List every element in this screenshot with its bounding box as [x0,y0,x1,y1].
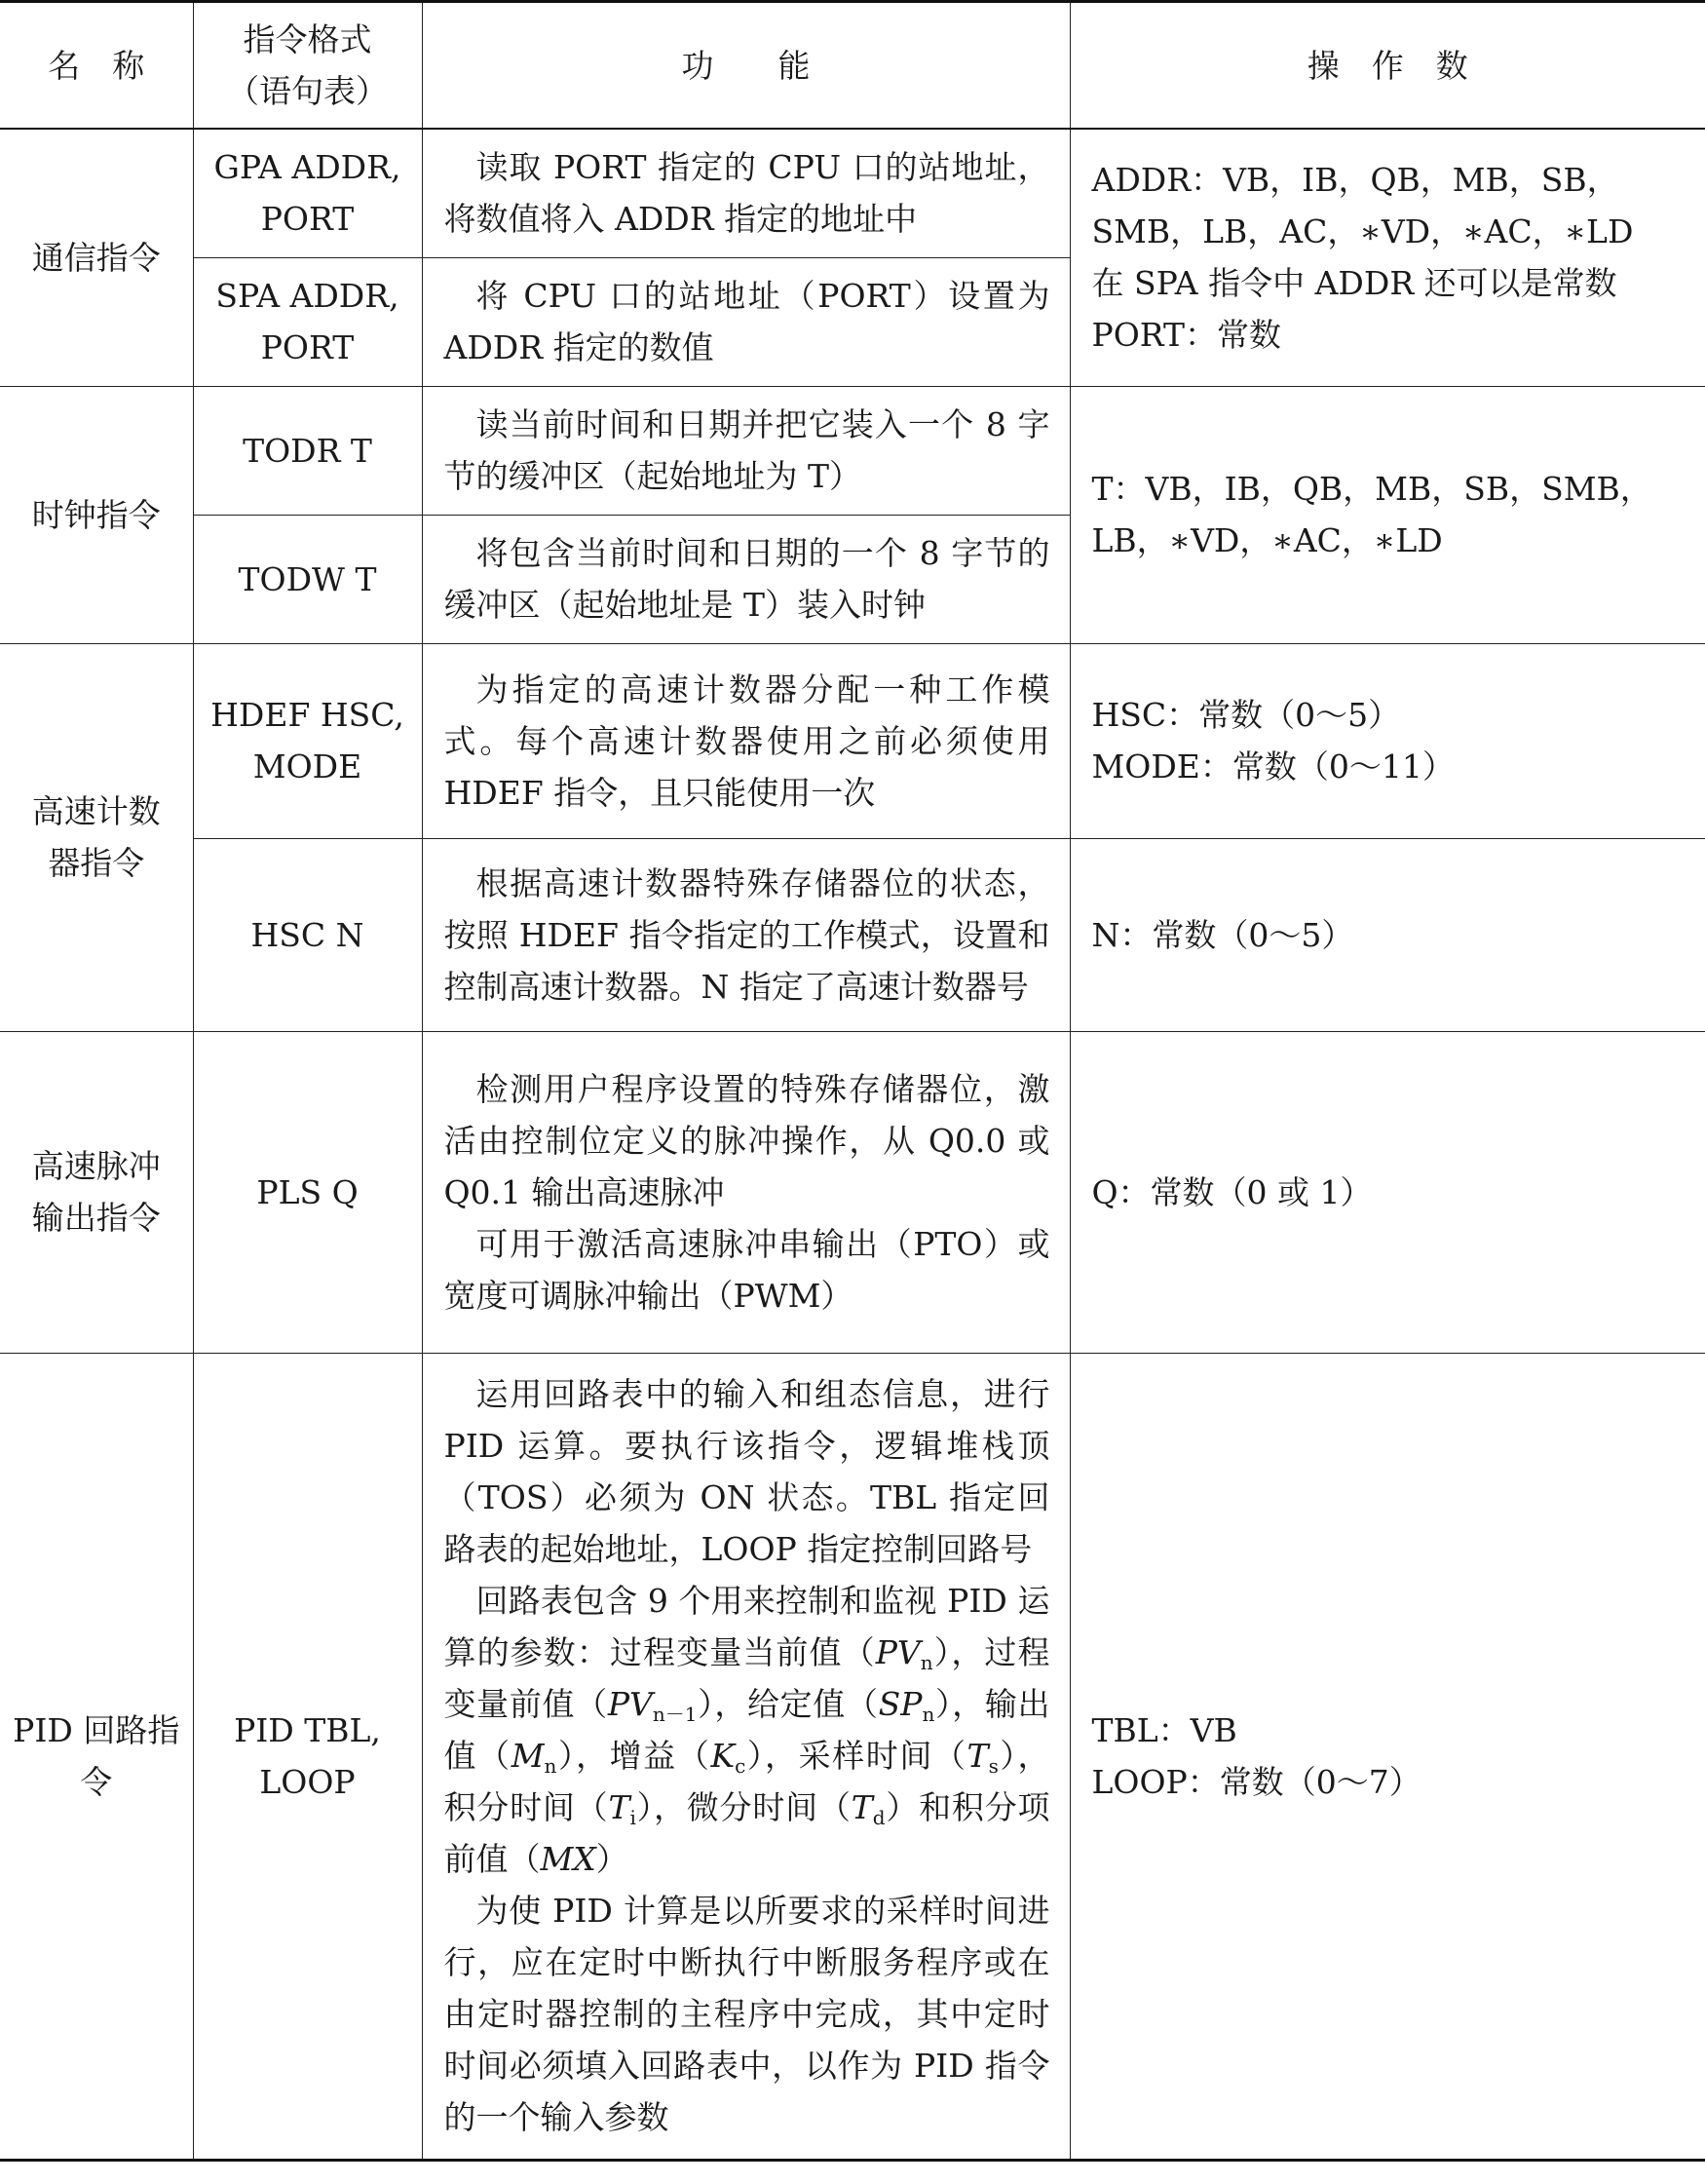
function-cell [422,1031,1070,1353]
function-text: 为指定的高速计数器分配一种工作模式。每个高速计数器使用之前必须使用 HDEF 指令，且只能使用一次 [443,670,1050,812]
sub-s: s [988,1754,999,1778]
text-run: ），过程变量前值（ [443,1633,1050,1723]
function-cell [422,257,1070,386]
operand-line: TBL：VB [1091,1710,1237,1749]
function-text [444,1575,1050,1885]
group-name-line1: 高速脉冲 [31,1147,161,1185]
function-text: 运用回路表中的输入和组态信息，进行 PID 运算。要执行该指令，逻辑堆栈顶（TOS）必须为 ON 状态。TBL 指定回路表的起始地址，LOOP 指定控制回路号 [443,1375,1050,1568]
syntax-cell: HSC N [193,838,422,1031]
text-run: ） [595,1840,628,1878]
function-text: 根据高速计数器特殊存储器位的状态，按照 HDEF 指令指定的工作模式，设置和控制高速计数器。N 指定了高速计数器号 [443,863,1050,1006]
group-name: 时钟指令 [0,386,193,643]
group-name-line1: 高速计数 [31,792,161,830]
syntax-line: HDEF HSC, [210,696,404,734]
syntax-cell [193,129,422,257]
syntax-cell [193,1353,422,2160]
sub-i: i [629,1806,636,1829]
function-cell [422,515,1070,643]
var-ti: T [608,1788,630,1826]
table-row [0,386,1705,515]
operands-cell [1070,1353,1705,2160]
syntax-line: LOOP [259,1762,356,1801]
syntax-cell: TODR T [193,386,422,515]
sub-n-1: n－1 [652,1703,698,1726]
header-name: 名 称 [0,2,193,130]
header-function: 功 能 [422,2,1070,130]
text-run: ），采样时间（ [745,1737,967,1775]
function-text: 检测用户程序设置的特殊存储器位，激活由控制位定义的脉冲操作，从 Q0.0 或 Q0.1 输出高速脉冲 [443,1069,1050,1211]
syntax-line: PORT [260,328,355,366]
function-text: 将包含当前时间和日期的一个 8 字节的缓冲区（起始地址是 T）装入时钟 [443,534,1050,624]
var-k: K [710,1737,736,1775]
group-name [0,1031,193,1353]
syntax-cell [193,257,422,386]
text-run: 回路表包含 9 个用来控制和监视 PID 运算的参数：过程变量当前值（ [443,1582,1050,1671]
operand-line: MODE：常数（0～11） [1091,747,1455,785]
sub-d: d [872,1806,886,1829]
syntax-line: PORT [260,200,355,239]
operands-cell [1070,643,1705,838]
var-pv: PV [875,1633,921,1671]
table-row [0,1353,1705,2160]
sub-c: c [735,1754,746,1778]
function-text: 读当前时间和日期并把它装入一个 8 字节的缓冲区（起始地址为 T） [443,405,1050,495]
syntax-cell [193,643,422,838]
header-operands: 操 作 数 [1070,2,1705,130]
syntax-line: PID TBL, [234,1710,381,1749]
text-run: ），积分时间（ [443,1737,1050,1826]
group-name-line2: 器指令 [48,844,145,882]
text-run: ），给定值（ [697,1685,879,1723]
header-syntax [193,2,422,130]
table-header-row [0,2,1705,130]
function-cell [422,1353,1070,2160]
sub-n: n [922,1703,935,1726]
group-name: PID 回路指令 [0,1353,193,2160]
text-run: ）和积分项前值（ [443,1788,1050,1878]
operands-cell [1070,838,1705,1031]
operands-cell [1070,1031,1705,1353]
operand-line: 在 SPA 指令中 ADDR 还可以是常数 [1091,264,1617,303]
text-run: ），输出值（ [443,1685,1050,1775]
function-text: 可用于激活高速脉冲串输出（PTO）或宽度可调脉冲输出（PWM） [443,1224,1050,1315]
syntax-cell: TODW T [193,515,422,643]
operand-line: ADDR：VB，IB，QB，MB，SB，SMB，LB，AC，∗VD，∗AC，∗LD [1091,161,1634,251]
operand-line: N：常数（0～5） [1091,915,1354,954]
syntax-line: MODE [252,747,362,785]
var-m: M [511,1737,545,1775]
header-syntax-line2: （语句表） [227,72,388,110]
operand-line: Q：常数（0 或 1） [1091,1172,1373,1211]
var-ts: T [966,1737,989,1775]
function-cell [422,643,1070,838]
var-sp: SP [878,1685,923,1723]
syntax-cell: PLS Q [193,1031,422,1353]
header-syntax-line1: 指令格式 [243,20,372,58]
function-text: 读取 PORT 指定的 CPU 口的站地址，将数值将入 ADDR 指定的地址中 [443,148,1050,239]
operand-line: LOOP：常数（0～7） [1091,1762,1421,1801]
group-name [0,643,193,1031]
table-row [0,838,1705,1031]
function-cell [422,838,1070,1031]
text-run: ），增益（ [556,1737,711,1775]
operand-line: HSC：常数（0～5） [1091,696,1401,734]
function-cell [422,386,1070,515]
var-pv: PV [607,1685,653,1723]
operands-cell [1070,386,1705,643]
sub-n: n [544,1754,557,1778]
operands-cell [1070,129,1705,386]
text-run: ），微分时间（ [635,1788,852,1826]
table-row [0,643,1705,838]
var-mx: MX [540,1840,596,1878]
syntax-line: SPA ADDR, [215,277,399,315]
sub-n: n [920,1651,933,1674]
function-text: 将 CPU 口的站地址（PORT）设置为 ADDR 指定的数值 [443,277,1050,366]
function-text: 为使 PID 计算是以所要求的采样时间进行，应在定时中断执行中断服务程序或在由定时器控制的主程序中完成，其中定时时间必须填入回路表中，以作为 PID 指令的一个输入参数 [443,1892,1050,2136]
group-name-line2: 输出指令 [31,1199,161,1237]
operand-line: T：VB，IB，QB，MB，SB，SMB，LB，∗VD，∗AC，∗LD [1091,470,1652,559]
table-row [0,129,1705,257]
var-td: T [851,1788,873,1826]
operand-line: PORT：常数 [1091,316,1282,355]
syntax-line: GPA ADDR, [213,148,401,187]
function-cell [422,129,1070,257]
table-row [0,1031,1705,1353]
group-name: 通信指令 [0,129,193,386]
